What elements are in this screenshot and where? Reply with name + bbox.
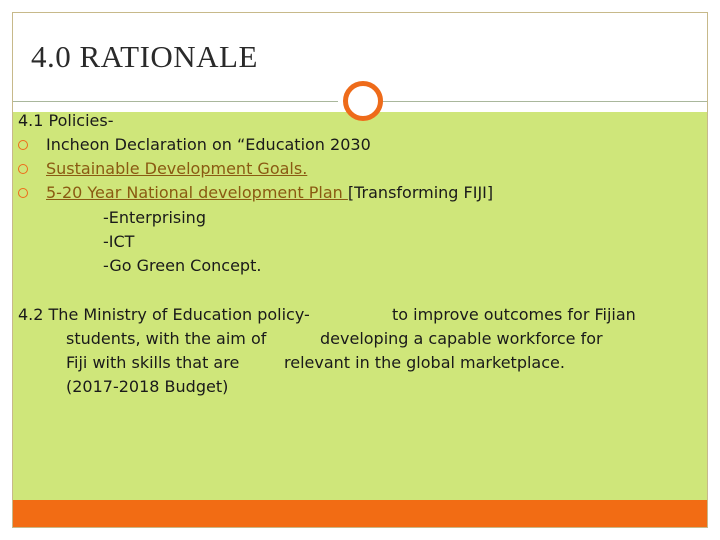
header-divider-left	[13, 101, 338, 102]
section-2-heading: 4.2 The Ministry of Education policy-	[18, 305, 310, 324]
slide-title: 4.0 RATIONALE	[31, 39, 258, 74]
sub-item-go-green: -Go Green Concept.	[103, 256, 262, 275]
national-plan-link[interactable]: 5-20 Year National development Plan	[46, 183, 348, 202]
bullet-content	[46, 182, 493, 204]
section-2-line-3	[66, 352, 565, 374]
sub-item-ict: -ICT	[103, 232, 135, 251]
section-2-line-1	[18, 304, 636, 326]
header-divider-right	[383, 101, 707, 102]
decorative-circle-icon	[343, 81, 383, 121]
section-2-text: to improve outcomes for Fijian	[392, 305, 636, 324]
bullet-suffix: [Transforming FIJI]	[347, 183, 494, 202]
bullet-circle-icon	[18, 164, 28, 174]
bullet-text: Incheon Declaration on “Education 2030	[46, 135, 371, 154]
section-2-budget-note: (2017-2018 Budget)	[66, 377, 229, 396]
section-2-text: developing a capable workforce for	[320, 329, 603, 348]
section-2-text: relevant in the global marketplace.	[284, 353, 565, 372]
bullet-circle-icon	[18, 188, 28, 198]
section-1-heading: 4.1 Policies-	[18, 111, 114, 130]
section-2-text: students, with the aim of	[66, 329, 267, 348]
bullet-circle-icon	[18, 140, 28, 150]
sub-item-enterprising: -Enterprising	[103, 208, 206, 227]
footer-bar	[13, 500, 707, 527]
section-2-text: Fiji with skills that are	[66, 353, 240, 372]
section-2-line-2	[66, 328, 603, 350]
sdg-link[interactable]: Sustainable Development Goals.	[46, 159, 308, 178]
